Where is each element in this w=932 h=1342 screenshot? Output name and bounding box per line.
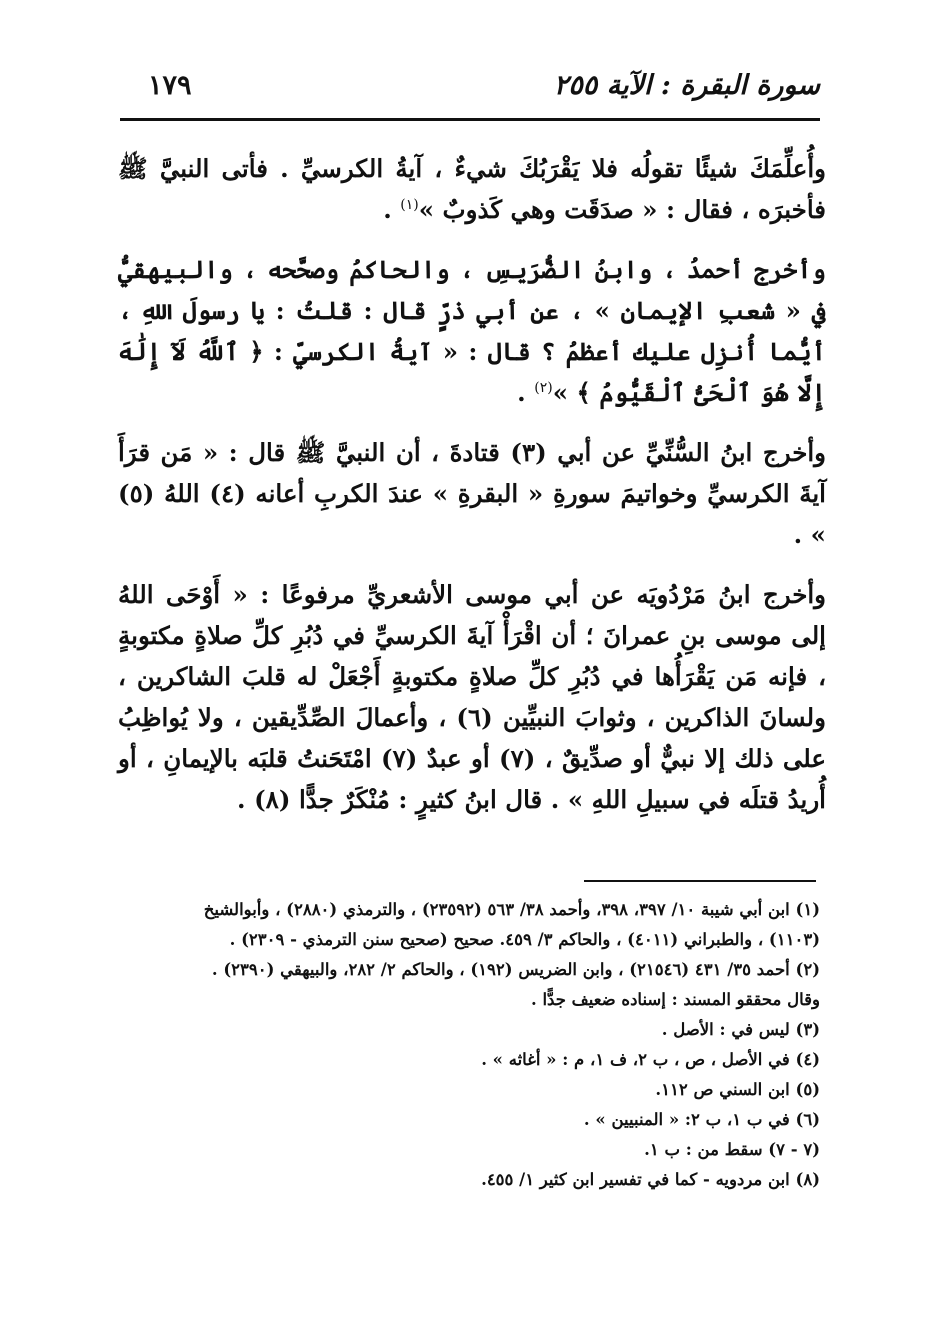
footnote-ref-1: (١) — [400, 196, 419, 213]
footnote-line: (٥) ابن السني ص ١١٢. — [655, 1080, 820, 1099]
footnote-line: (٣) ليس في : الأصل . — [661, 1020, 820, 1039]
footnote-line: (١) ابن أبي شيبة ١٠/ ٣٩٧، ٣٩٨، وأحمد ٣٨/ ٥٦٣ (٢٣٥٩٢) ، والترمذي (٢٨٨٠) ، وأبوالشيخ — [203, 900, 820, 919]
paragraph-1-text: وأُعلِّمَكَ شيئًا تقولُه فلا يَقْرَبُكَ شيءٌ ، آيةُ الكرسيِّ . فأتى النبيَّ ﷺ فأخبرَه ، فقال : « صدَقَت وهي كَذوبٌ » — [118, 154, 826, 224]
footnote-line: (٢) أحمد ٣٥/ ٤٣١ (٢١٥٤٦) ، وابن الضريس (١٩٢) ، والحاكم ٢/ ٢٨٢، والبيهقي (٢٣٩٠) . — [211, 960, 820, 979]
paragraph-2-text: وأخرج أحمدُ ، وابنُ الضُّرَيسِ ، والحاكمُ وصحَّحه ، والبيهقيُّ في « شعبِ الإيمانِ » ، عن أبي ذرٍّ قال : قلتُ : يا رسولَ اللهِ ، أيُّما أُنزِل عليك أعظمُ ؟ قال : « آيةُ الكرسيِّ : ﴿ ٱللَّهُ لَآ إِلَٰهَ إِلَّا هُوَ ٱلْحَىُّ ٱلْقَيُّومُ ﴾ » — [118, 255, 826, 407]
footnote-line: (٦) في ب ١، ب ٢: « المنبيين » . — [583, 1110, 820, 1129]
page-number: ١٧٩ — [148, 70, 192, 101]
footnote-line: (١١٠٣) ، والطبراني (٤٠١١) ، والحاكم ٣/ ٤٥٩. صحيح (صحيح سنن الترمذي - ٢٣٠٩) . — [229, 930, 820, 949]
footnote-line: (٤) في الأصل ، ص ، ب ٢، ف ١، م : « أغاثه » . — [481, 1050, 820, 1069]
footnotes — [118, 895, 820, 1195]
surah-title: سورة البقرة : الآية ٢٥٥ — [553, 70, 820, 101]
main-text — [118, 148, 826, 839]
footnote-ref-2: (٢) — [534, 379, 553, 396]
footnote-line: (٧ - ٧) سقط من : ب ١. — [644, 1140, 820, 1159]
paragraph-4: وأخرج ابنُ مَرْدُويَه عن أبي موسى الأشعريِّ مرفوعًا : « أَوْحَى اللهُ إلى موسى بنِ عمرانَ ؛ أن اقْرَأْ آيةَ الكرسيِّ في دُبُرِ كلِّ صلاةٍ مكتوبةٍ ، فإنه مَن يَقْرَأُها في دُبُرِ كلِّ صلاةٍ مكتوبةٍ أَجْعَلْ له قلبَ الشاكرين ، ولسانَ الذاكرين ، وثوابَ النبيِّين (٦) ، وأعمالَ الصِّدِّيقين ، ولا يُواظِبُ على ذلك إلا نبيٌّ أو صدِّيقٌ ، (٧) أو عبدٌ (٧) امْتَحَنتُ قلبَه بالإيمانِ ، أو أُريدُ قتلَه في سبيلِ اللهِ » . قال ابنُ كثيرٍ : مُنْكَرٌ جدًّا (٨) . — [118, 580, 826, 814]
header-rule — [120, 118, 820, 121]
paragraph-1 — [118, 148, 826, 230]
footnote-line: (٨) ابن مردويه - كما في تفسير ابن كثير ١/ ٤٥٥. — [481, 1170, 820, 1189]
paragraph-2 — [118, 249, 826, 413]
paragraph-2-end: . — [517, 378, 535, 407]
footnote-line: وقال محققو المسند : إسناده ضعيف جدًّا . — [530, 990, 820, 1009]
paragraph-3: وأخرج ابنُ السُّنِّيِّ عن أبي (٣) قتادةَ ، أن النبيَّ ﷺ قال : « مَن قرَأَ آيةَ الكرسيِّ وخواتيمَ سورةِ « البقرةِ » عندَ الكربِ أعانه (٤) اللهُ (٥) » . — [118, 438, 826, 549]
running-header — [120, 62, 820, 112]
paragraph-1-end: . — [383, 195, 401, 224]
footnote-separator — [584, 880, 816, 882]
